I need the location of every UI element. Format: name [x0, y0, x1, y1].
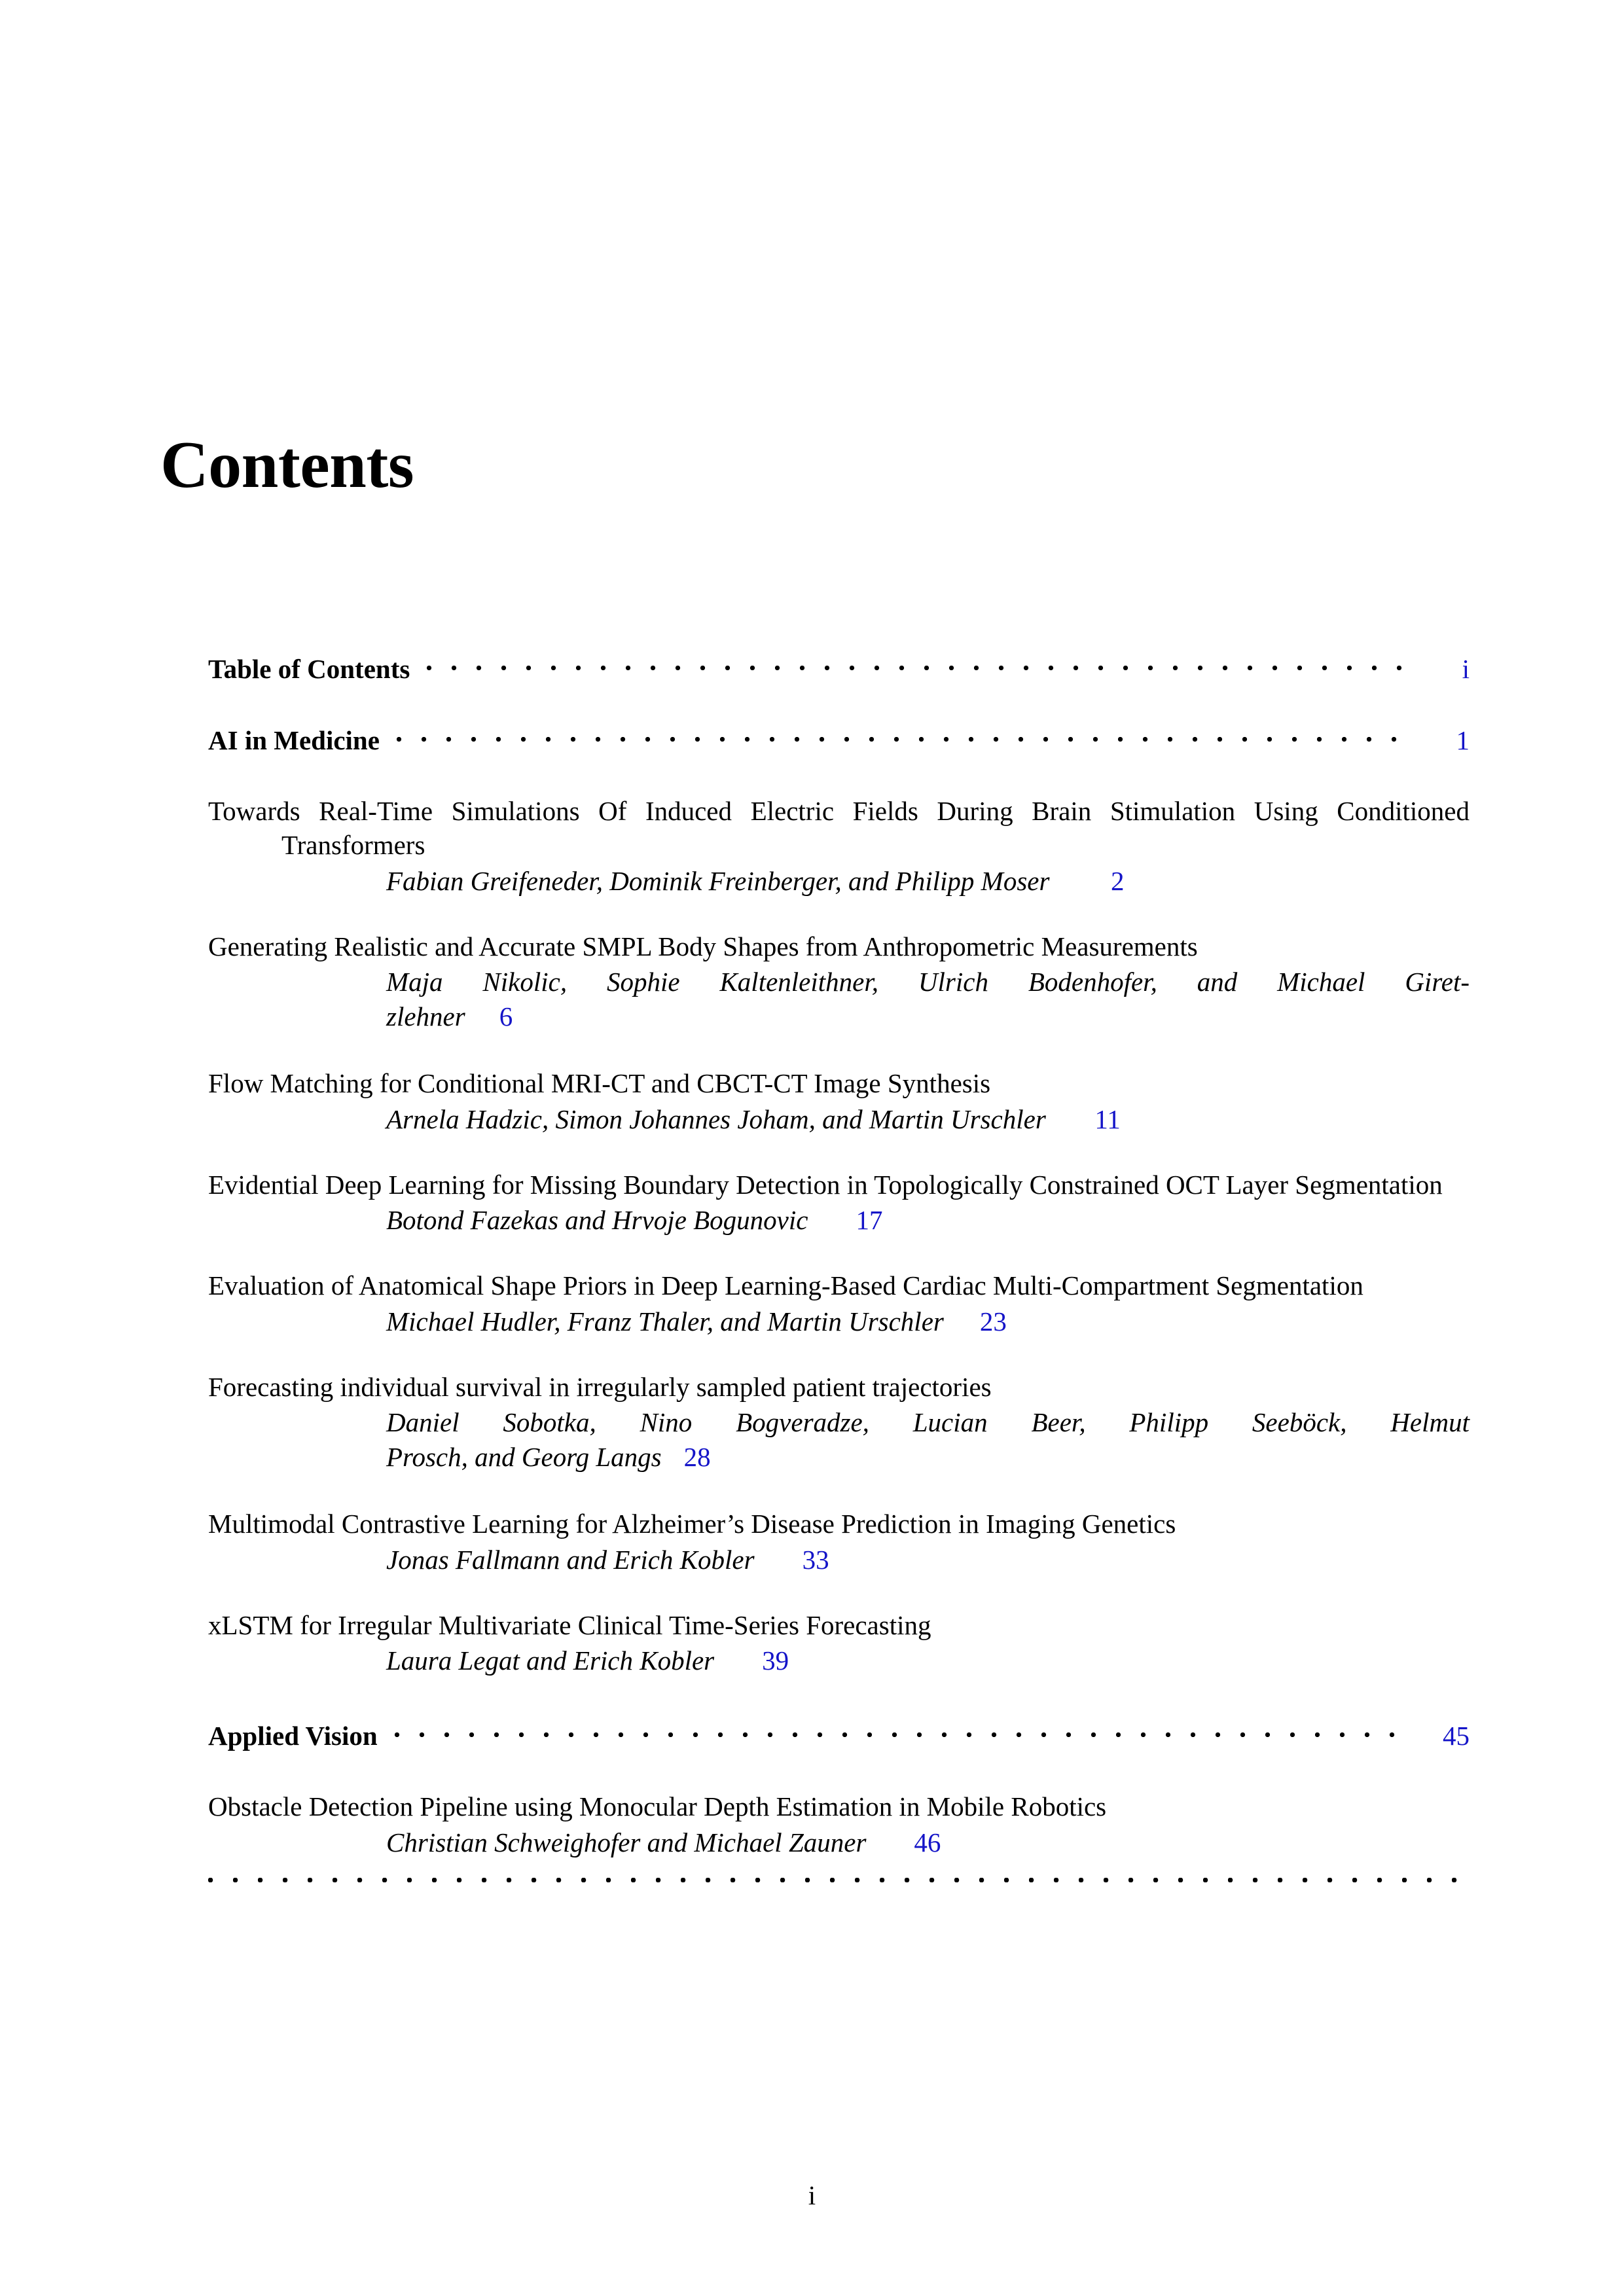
entry-title: Forecasting individual survival in irregularly sampled patient trajectories — [208, 1371, 992, 1402]
entry-page-number[interactable]: 39 — [762, 1645, 789, 1676]
entry-authors: Arnela Hadzic, Simon Johannes Joham, and Martin Urschler — [386, 1103, 1046, 1134]
entry-authors: Botond Fazekas and Hrvoje Bogunovic — [386, 1205, 808, 1236]
entry-authors: Fabian Greifeneder, Dominik Freinberger, and Philipp Moser — [386, 865, 1050, 896]
entry-title: Evaluation of Anatomical Shape Priors in Deep Learning-Based Cardiac Multi-Compartment Segmentation — [208, 1270, 1363, 1301]
entry-title: Towards Real-Time Simulations Of Induced Electric Fields During Brain Stimulation Using Conditioned Transformers — [208, 796, 1470, 861]
entry-authors-row — [208, 1204, 1470, 1236]
entry-page-number[interactable]: 11 — [1094, 1103, 1121, 1134]
entry-title: Multimodal Contrastive Learning for Alzheimer’s Disease Prediction in Imaging Genetics — [208, 1509, 1176, 1539]
entry-authors: Michael Hudler, Franz Thaler, and Martin Urschler — [386, 1306, 944, 1336]
entry-authors-block — [386, 1405, 1470, 1474]
entry-authors-row — [208, 1544, 1470, 1575]
entry-authors-row — [208, 1103, 1470, 1135]
section-page-number[interactable]: i — [1462, 654, 1470, 684]
toc-entry[interactable] — [208, 929, 1470, 1033]
leader-dots — [395, 1718, 1409, 1745]
toc-section-table-of-contents[interactable] — [208, 651, 1470, 685]
section-page-number[interactable]: 45 — [1443, 1721, 1470, 1751]
entry-authors: Jonas Fallmann and Erich Kobler — [386, 1544, 755, 1575]
entry-authors: Christian Schweighofer and Michael Zauner — [386, 1827, 867, 1857]
toc-entry[interactable] — [208, 1789, 1470, 1857]
toc-entry[interactable] — [208, 1507, 1470, 1575]
section-label: Applied Vision — [208, 1721, 378, 1751]
toc-entry[interactable] — [208, 1168, 1470, 1236]
entry-title: xLSTM for Irregular Multivariate Clinical Time-Series Forecasting — [208, 1609, 931, 1640]
toc-section-ai-in-medicine[interactable] — [208, 723, 1470, 756]
entry-authors-last-line — [386, 999, 1470, 1033]
entry-page-number[interactable]: 6 — [499, 1001, 513, 1031]
entry-authors-fragment: zlehner — [386, 1001, 465, 1031]
toc-entry[interactable] — [208, 794, 1470, 897]
entry-page-number[interactable]: 23 — [979, 1306, 1007, 1336]
toc-entry[interactable] — [208, 1608, 1470, 1676]
entry-title: Flow Matching for Conditional MRI-CT and CBCT-CT Image Synthesis — [208, 1068, 991, 1099]
entry-title: Evidential Deep Learning for Missing Boundary Detection in Topologically Constrained OCT Layer Segmentation — [208, 1169, 1443, 1200]
page-folio: i — [808, 2180, 816, 2210]
entry-page-number[interactable]: 17 — [856, 1205, 883, 1236]
entry-page-number[interactable]: 2 — [1110, 865, 1125, 896]
entry-authors-fragment: Prosch, and Georg Langs — [386, 1441, 662, 1472]
entry-authors-row — [208, 1645, 1470, 1676]
section-label: AI in Medicine — [208, 725, 380, 755]
entry-page-number[interactable]: 33 — [802, 1544, 829, 1575]
entry-page-number[interactable]: 46 — [914, 1827, 941, 1857]
toc-entry[interactable] — [208, 1066, 1470, 1134]
toc-entry[interactable] — [208, 1370, 1470, 1474]
section-label: Table of Contents — [208, 654, 410, 684]
toc-section-applied-vision[interactable] — [208, 1718, 1470, 1751]
entry-authors-row — [208, 1306, 1470, 1337]
entry-authors-row — [208, 1827, 1470, 1858]
entry-authors-line: Maja Nikolic, Sophie Kaltenleithner, Ulrich Bodenhofer, and Michael Giret- — [386, 967, 1470, 997]
entry-authors-block — [386, 965, 1470, 1033]
entry-authors-line: Daniel Sobotka, Nino Bogveradze, Lucian Beer, Philipp Seeböck, Helmut — [386, 1407, 1470, 1438]
entry-title: Obstacle Detection Pipeline using Monocular Depth Estimation in Mobile Robotics — [208, 1791, 1107, 1822]
toc-entry[interactable] — [208, 1268, 1470, 1336]
toc-content — [208, 651, 1470, 1891]
leader-dots — [427, 651, 1409, 678]
entry-authors-last-line — [386, 1440, 1470, 1474]
entry-authors-row — [208, 865, 1470, 897]
entry-page-number[interactable]: 28 — [683, 1441, 711, 1472]
entry-authors: Laura Legat and Erich Kobler — [386, 1645, 715, 1676]
page-title: Contents — [160, 428, 414, 502]
section-page-number[interactable]: 1 — [1456, 725, 1470, 755]
entry-title: Generating Realistic and Accurate SMPL Body Shapes from Anthropometric Measurements — [208, 931, 1198, 961]
leader-dots — [397, 723, 1409, 749]
